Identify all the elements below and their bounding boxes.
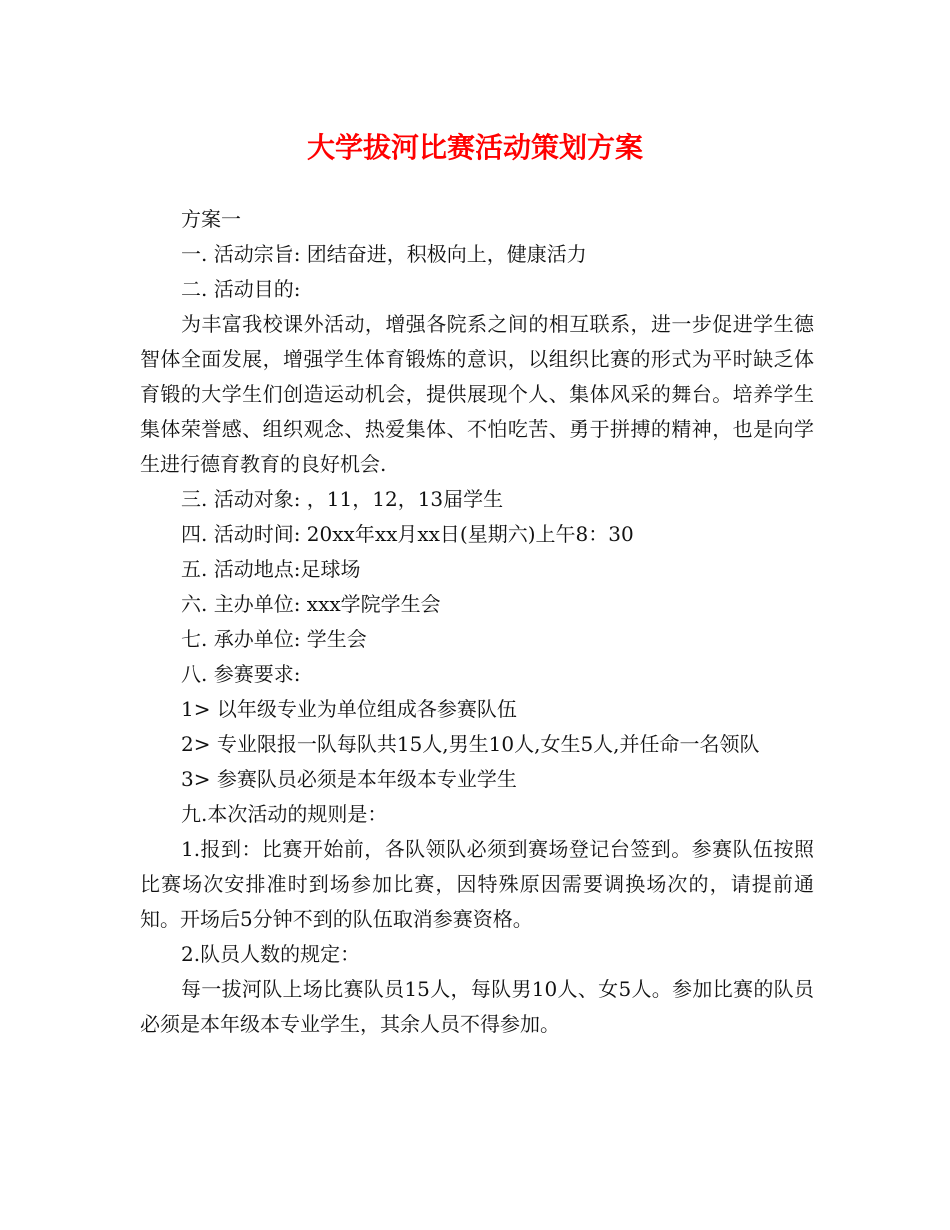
paragraph-requirement-1: 1> 以年级专业为单位组成各参赛队伍 (181, 697, 517, 721)
paragraph-goal-text: 为丰富我校课外活动，增强各院系之间的相互联系，进一步促进学生德智体全面发展，增强学生体育锻炼的意识，以组织比赛的形式为平时缺乏体育锻的大学生们创造运动机会，提供展现个人、集体风采的舞台。培养学生集体荣誉感、组织观念、热爱集体、不怕吃苦、勇于拼搏的精神，也是向学生进行德育教育的良好机会. (140, 312, 814, 476)
paragraph-participants: 三. 活动对象: ，11，12，13届学生 (181, 487, 504, 511)
paragraph-rules-heading: 九.本次活动的规则是： (181, 802, 388, 826)
paragraph-requirements-heading: 八. 参赛要求: (181, 662, 301, 686)
paragraph-time: 四. 活动时间: 20xx年xx月xx日(星期六)上午8：30 (181, 522, 634, 546)
paragraph-organizer: 六. 主办单位: xxx学院学生会 (181, 592, 441, 616)
paragraph-co-organizer: 七. 承办单位: 学生会 (181, 627, 367, 651)
paragraph-plan-one: 方案一 (181, 207, 241, 231)
paragraph-purpose: 一. 活动宗旨: 团结奋进，积极向上，健康活力 (181, 242, 587, 266)
paragraph-goal-heading: 二. 活动目的: (181, 277, 301, 301)
document-body (140, 202, 814, 1042)
paragraph-rule-team-size: 每一拔河队上场比赛队员15人，每队男10人、女5人。参加比赛的队员必须是本年级本专业学生，其余人员不得参加。 (140, 977, 814, 1036)
paragraph-rule-checkin: 1.报到：比赛开始前，各队领队必须到赛场登记台签到。参赛队伍按照比赛场次安排准时到场参加比赛，因特殊原因需要调换场次的，请提前通知。开场后5分钟不到的队伍取消参赛资格。 (140, 837, 814, 931)
paragraph-location: 五. 活动地点:足球场 (181, 557, 361, 581)
paragraph-rule-team-size-heading: 2.队员人数的规定： (181, 942, 361, 966)
paragraph-requirement-3: 3> 参赛队员必须是本年级本专业学生 (181, 767, 517, 791)
paragraph-requirement-2: 2> 专业限报一队每队共15人,男生10人,女生5人,并任命一名领队 (181, 732, 760, 756)
document-title: 大学拔河比赛活动策划方案 (306, 131, 643, 164)
